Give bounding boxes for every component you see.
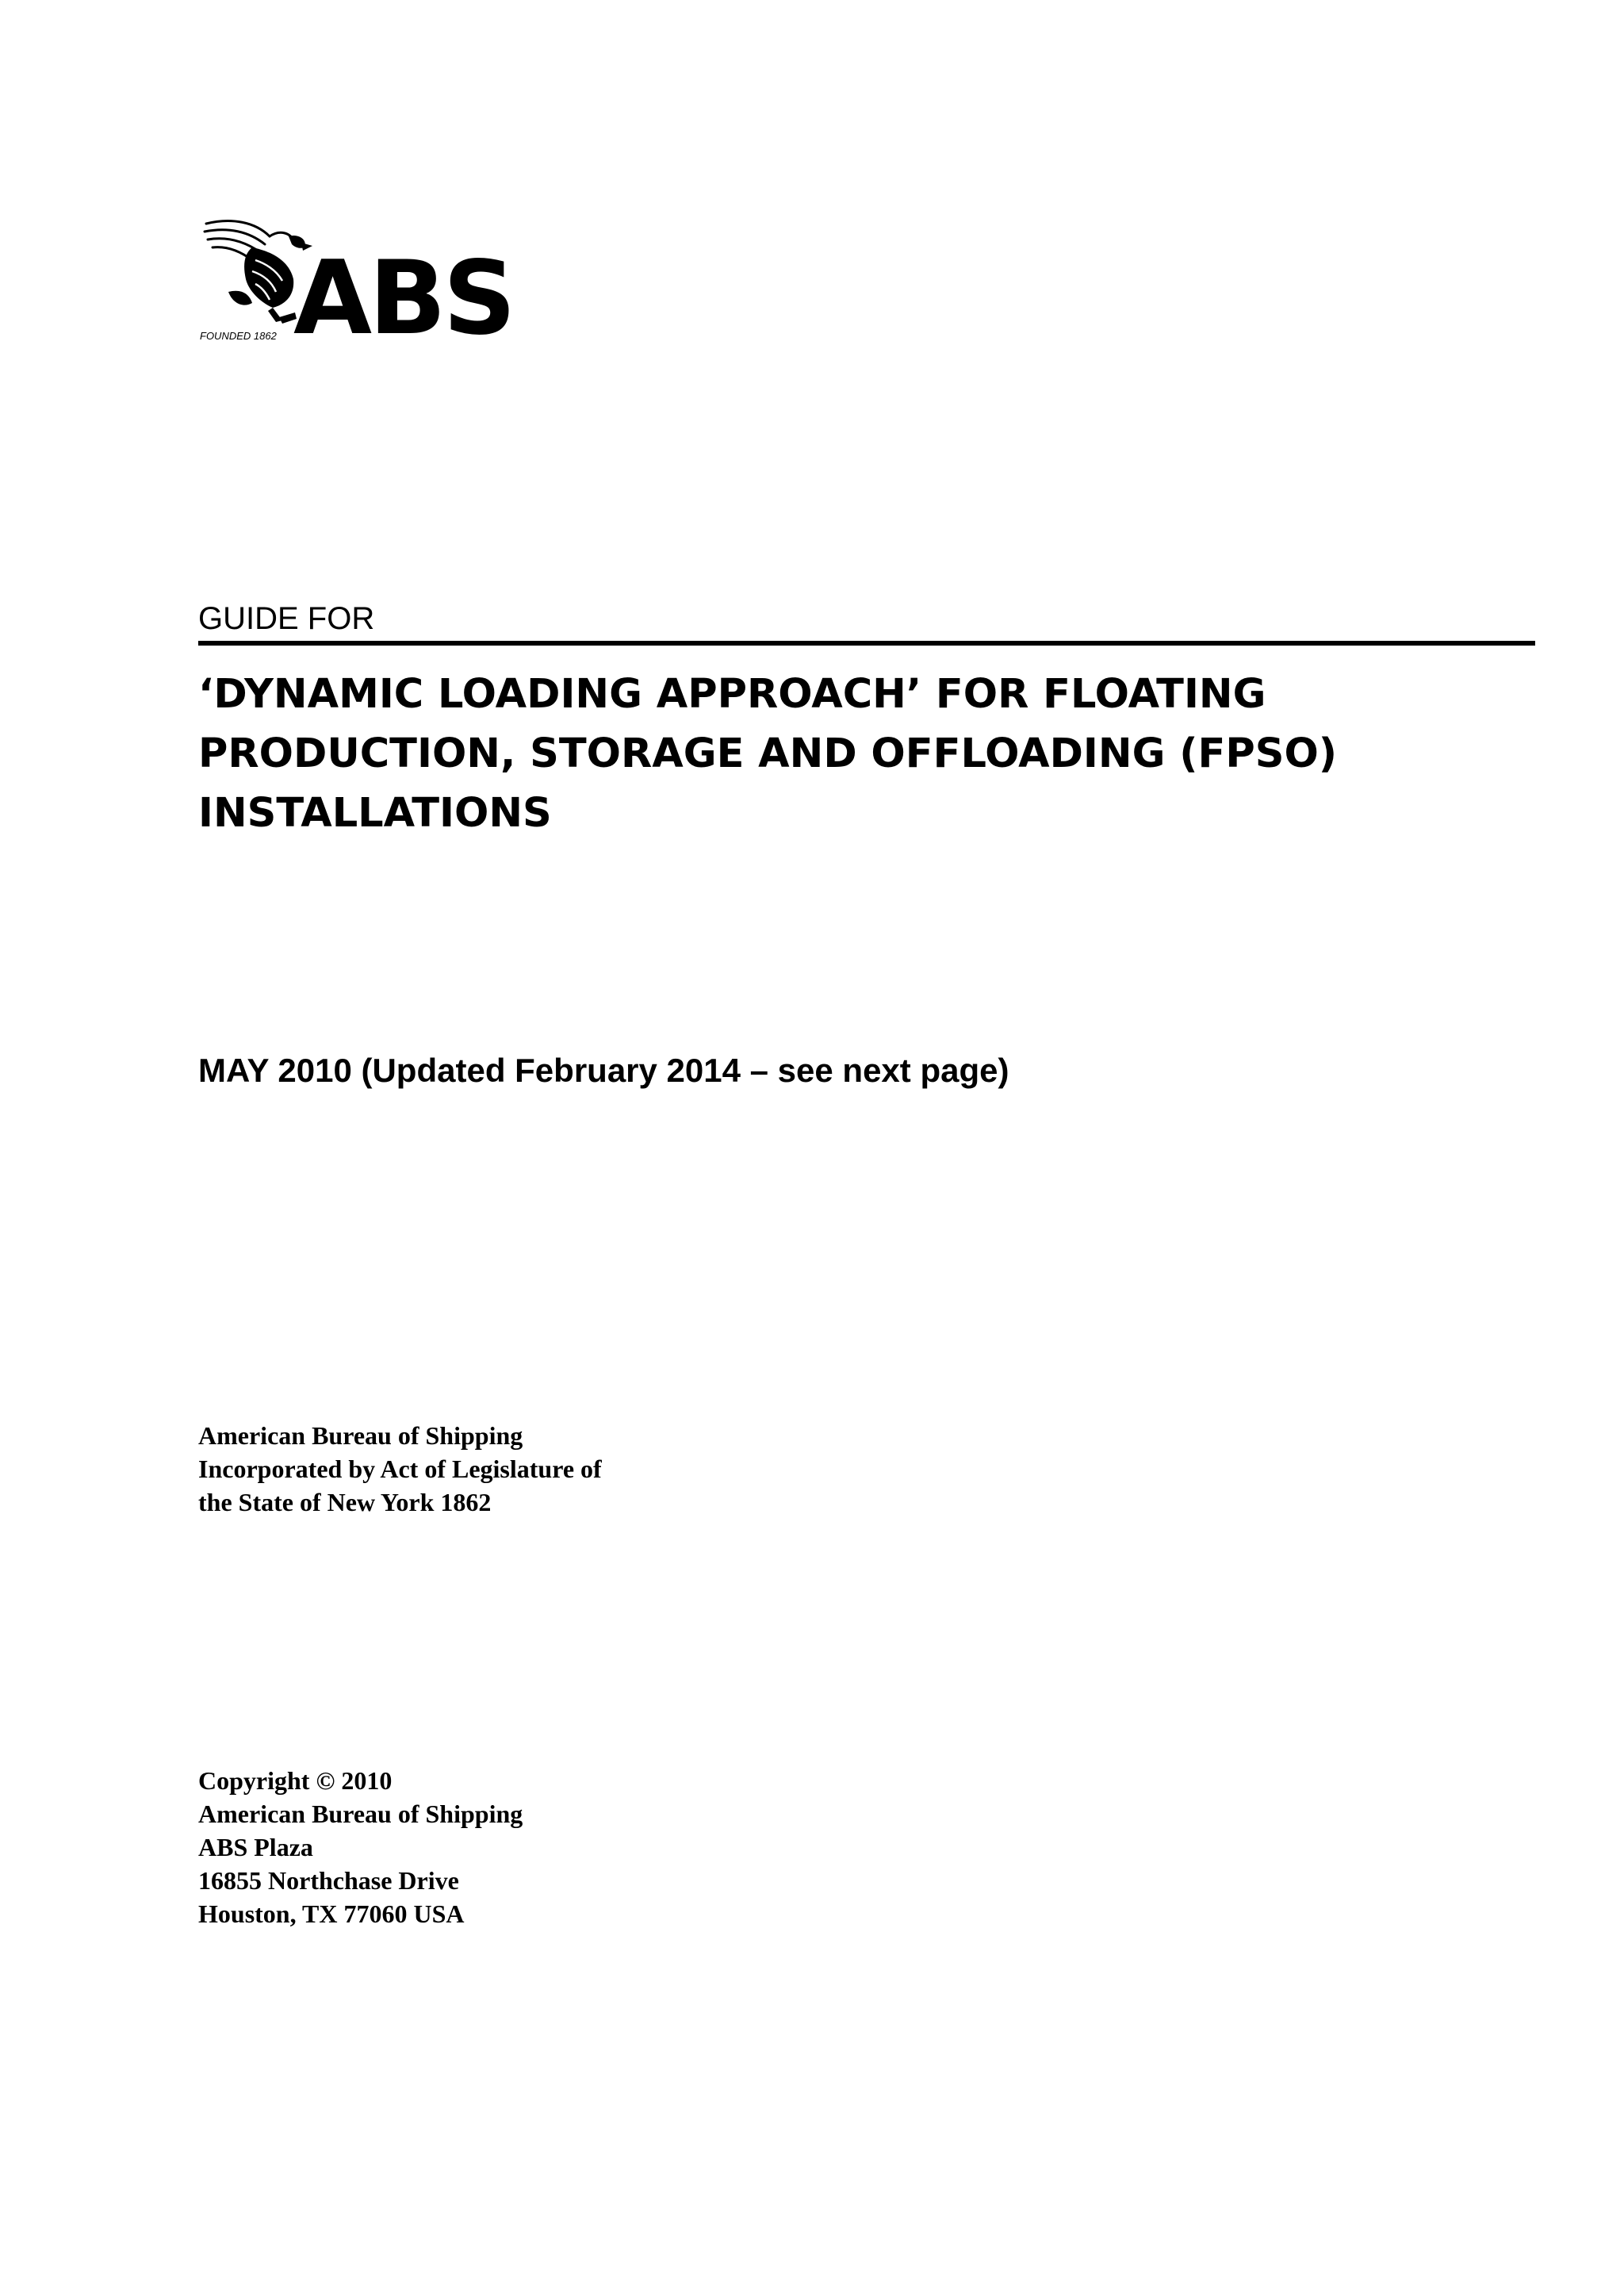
publisher-line: American Bureau of Shipping [198, 1421, 523, 1450]
document-title [198, 665, 1546, 843]
title-line: ‘DYNAMIC LOADING APPROACH’ FOR FLOATING [198, 671, 1266, 718]
title-line: PRODUCTION, STORAGE AND OFFLOADING (FPSO) [198, 730, 1338, 777]
eagle-icon [200, 216, 533, 343]
publisher-block [198, 1419, 602, 1519]
publisher-line: the State of New York 1862 [198, 1488, 492, 1516]
address-line: Houston, TX 77060 USA [198, 1899, 465, 1928]
title-line: INSTALLATIONS [198, 790, 552, 837]
address-line: 16855 Northchase Drive [198, 1866, 459, 1895]
guide-for-label: GUIDE FOR [198, 601, 375, 636]
edition-date: MAY 2010 (Updated February 2014 – see next page) [198, 1052, 1009, 1089]
copyright-block [198, 1764, 523, 1930]
publisher-line: Incorporated by Act of Legislature of [198, 1455, 602, 1483]
abs-wordmark: ABS [293, 240, 513, 343]
address-line: American Bureau of Shipping [198, 1800, 523, 1828]
abs-logo [200, 216, 533, 343]
copyright-line: Copyright © 2010 [198, 1766, 393, 1795]
founded-label: FOUNDED 1862 [200, 330, 277, 342]
title-divider [198, 641, 1535, 646]
address-line: ABS Plaza [198, 1833, 313, 1861]
